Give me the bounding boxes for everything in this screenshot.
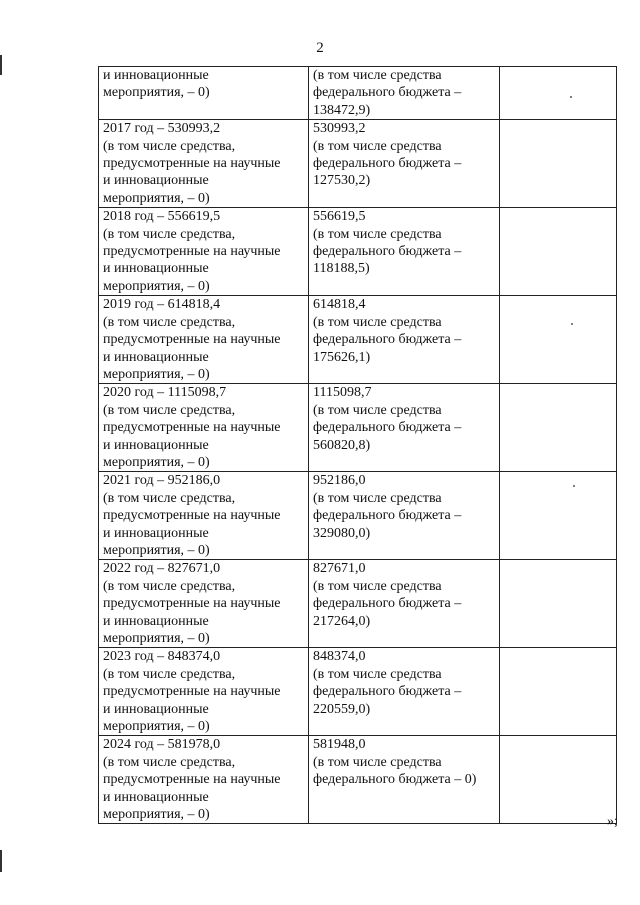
table-row xyxy=(99,67,617,120)
note-cell xyxy=(500,648,617,736)
table-row xyxy=(99,560,617,648)
note-cell xyxy=(500,208,617,296)
amount-cell: 1115098,7 (в том числе средства федерального бюджета – 560820,8) xyxy=(309,384,500,472)
note-cell xyxy=(500,67,617,120)
amount-cell: 952186,0 (в том числе средства федерального бюджета – 329080,0) xyxy=(309,472,500,560)
amount-cell: 556619,5 (в том числе средства федерального бюджета – 118188,5) xyxy=(309,208,500,296)
scan-speck xyxy=(570,96,572,98)
table-row xyxy=(99,208,617,296)
period-cell: 2017 год – 530993,2 (в том числе средства, предусмотренные на научные и инновационные мероприятия, – 0) xyxy=(99,120,309,208)
scan-edge-mark xyxy=(0,850,2,872)
period-cell: 2024 год – 581978,0 (в том числе средства, предусмотренные на научные и инновационные мероприятия, – 0) xyxy=(99,736,309,824)
funding-table xyxy=(98,66,617,824)
period-cell: и инновационные мероприятия, – 0) xyxy=(99,67,309,120)
page-number: 2 xyxy=(316,40,324,56)
note-cell xyxy=(500,472,617,560)
table-row xyxy=(99,384,617,472)
scan-speck xyxy=(573,485,575,487)
note-cell xyxy=(500,384,617,472)
table-row xyxy=(99,648,617,736)
period-cell: 2018 год – 556619,5 (в том числе средства, предусмотренные на научные и инновационные мероприятия, – 0) xyxy=(99,208,309,296)
amount-cell: 848374,0 (в том числе средства федерального бюджета – 220559,0) xyxy=(309,648,500,736)
amount-cell: 530993,2 (в том числе средства федерального бюджета – 127530,2) xyxy=(309,120,500,208)
table-row xyxy=(99,296,617,384)
period-cell: 2020 год – 1115098,7 (в том числе средства, предусмотренные на научные и инновационные мероприятия, – 0) xyxy=(99,384,309,472)
note-cell xyxy=(500,296,617,384)
table-row xyxy=(99,736,617,824)
scan-speck xyxy=(571,323,573,325)
table-row xyxy=(99,472,617,560)
amount-cell: (в том числе средства федерального бюджета – 138472,9) xyxy=(309,67,500,120)
scan-edge-mark xyxy=(0,55,2,75)
period-cell: 2023 год – 848374,0 (в том числе средства, предусмотренные на научные и инновационные мероприятия, – 0) xyxy=(99,648,309,736)
closing-quote-mark: »; xyxy=(607,814,618,829)
note-cell xyxy=(500,120,617,208)
amount-cell: 581948,0 (в том числе средства федерального бюджета – 0) xyxy=(309,736,500,824)
period-cell: 2021 год – 952186,0 (в том числе средства, предусмотренные на научные и инновационные мероприятия, – 0) xyxy=(99,472,309,560)
amount-cell: 827671,0 (в том числе средства федерального бюджета – 217264,0) xyxy=(309,560,500,648)
table-row xyxy=(99,120,617,208)
note-cell xyxy=(500,560,617,648)
period-cell: 2022 год – 827671,0 (в том числе средства, предусмотренные на научные и инновационные мероприятия, – 0) xyxy=(99,560,309,648)
amount-cell: 614818,4 (в том числе средства федерального бюджета – 175626,1) xyxy=(309,296,500,384)
note-cell xyxy=(500,736,617,824)
period-cell: 2019 год – 614818,4 (в том числе средства, предусмотренные на научные и инновационные мероприятия, – 0) xyxy=(99,296,309,384)
